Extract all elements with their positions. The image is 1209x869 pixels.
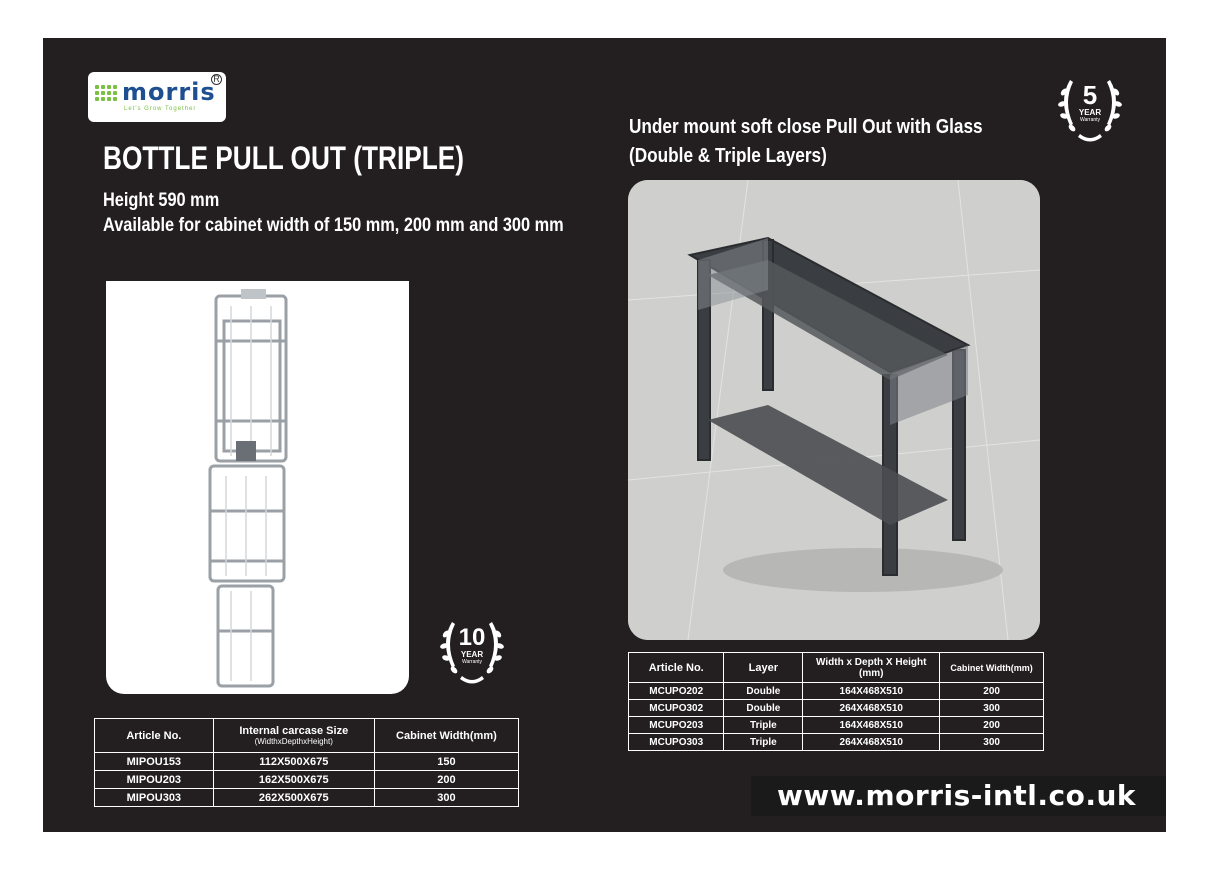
table-cell: MIPOU203 [95,771,214,789]
registered-mark-icon: R [211,74,222,85]
morris-logo [88,72,226,122]
column-subheader: (WidthxDepthxHeight) [254,737,333,746]
column-header: Layer [724,653,803,683]
table-cell: MCUPO202 [629,683,724,700]
table-cell: 264X468X510 [803,734,940,751]
right-spec-table [628,652,1044,751]
table-row [95,753,519,771]
table-cell: 200 [940,717,1044,734]
table-cell: 200 [940,683,1044,700]
website-link[interactable]: www.morris-intl.co.uk [751,776,1166,816]
left-product-title: BOTTLE PULL OUT (TRIPLE) [103,140,465,176]
table-header-row [95,719,519,753]
table-cell: 300 [940,734,1044,751]
table-cell: 262X500X675 [213,789,374,807]
table-cell: Double [724,683,803,700]
column-header: Width x Depth X Height (mm) [803,653,940,683]
column-header: Cabinet Width(mm) [940,653,1044,683]
table-cell: MCUPO302 [629,700,724,717]
table-cell: 300 [940,700,1044,717]
column-header: Cabinet Width(mm) [374,719,518,753]
table-row [629,700,1044,717]
badge-10-warranty-label: Warranty [461,659,483,665]
badge-5-number: 5 [1082,80,1098,110]
logo-wordmark: morris [122,78,216,106]
table-row [629,717,1044,734]
column-header-text: Internal carcase Size [239,725,349,737]
table-row [629,683,1044,700]
right-product-title: Under mount soft close Pull Out with Glass [629,116,983,138]
badge-5-year-label: YEAR [1078,108,1102,117]
left-spec-table [94,718,519,807]
table-row [629,734,1044,751]
table-cell: 162X500X675 [213,771,374,789]
warranty-10-year-badge [432,610,512,688]
table-cell: MCUPO303 [629,734,724,751]
table-cell: MCUPO203 [629,717,724,734]
bottle-pullout-image [106,281,409,694]
table-cell: 200 [374,771,518,789]
table-cell: 300 [374,789,518,807]
left-availability-text: Available for cabinet width of 150 mm, 200 mm and 300 mm [103,215,564,236]
badge-10-year-label: YEAR [460,650,484,659]
left-height-text: Height 590 mm [103,190,220,211]
badge-10-number: 10 [458,624,486,651]
table-cell: 264X468X510 [803,700,940,717]
column-header: Article No. [95,719,214,753]
table-row [95,789,519,807]
logo-dots-icon [95,85,117,101]
table-cell: 150 [374,753,518,771]
table-cell: MIPOU303 [95,789,214,807]
badge-5-warranty-label: Warranty [1079,117,1101,123]
table-cell: Triple [724,734,803,751]
glass-pullout-image [628,180,1040,640]
column-header: Article No. [629,653,724,683]
table-row [95,771,519,789]
table-cell: 164X468X510 [803,717,940,734]
table-cell: MIPOU153 [95,753,214,771]
table-header-row [629,653,1044,683]
column-header [213,719,374,753]
table-cell: Double [724,700,803,717]
table-cell: 112X500X675 [213,753,374,771]
warranty-5-year-badge [1050,68,1130,146]
right-product-subtitle: (Double & Triple Layers) [629,145,827,167]
logo-tagline: Let's Grow Together [124,106,197,112]
table-cell: 164X468X510 [803,683,940,700]
table-cell: Triple [724,717,803,734]
